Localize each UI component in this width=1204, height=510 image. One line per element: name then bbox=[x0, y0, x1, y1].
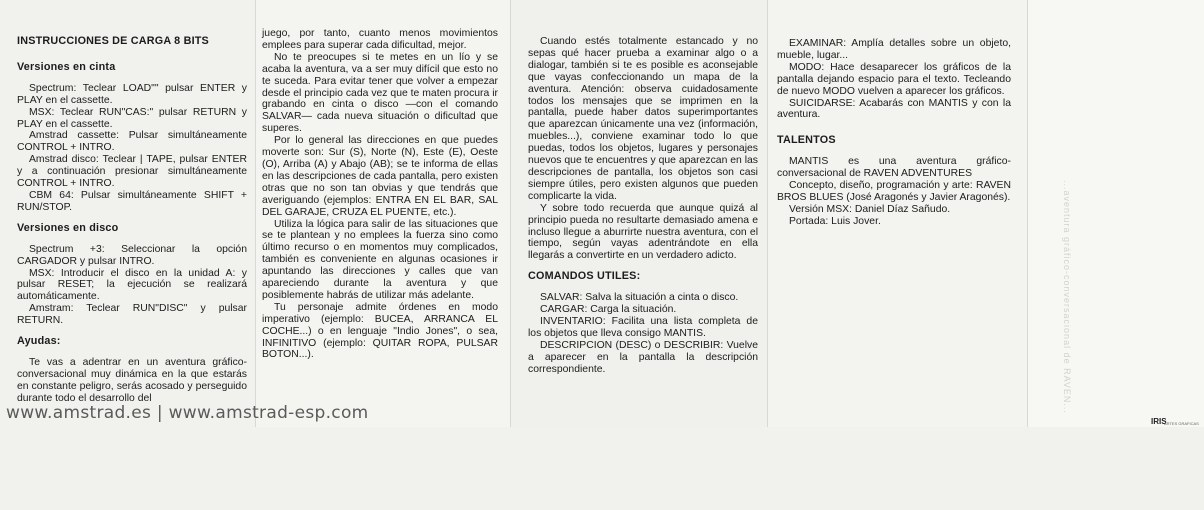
fold-line bbox=[767, 0, 768, 427]
cbm-instruction: CBM 64: Pulsar simultáneamente SHIFT + RUN/STOP. bbox=[17, 189, 247, 213]
column-credits bbox=[777, 38, 1011, 228]
tape-versions-heading: Versiones en cinta bbox=[17, 60, 116, 73]
command-inventario: INVENTARIO: Facilita una lista completa de los objetos que lleva consigo MANTIS. bbox=[528, 315, 758, 339]
amstrad-cassette-instruction: Amstrad cassette: Pulsar simultáneamente CONTROL + INTRO. bbox=[17, 130, 247, 154]
amstram-instruction: Amstram: Teclear RUN"DISC" y pulsar RETURN. bbox=[17, 303, 247, 327]
loading-title: INSTRUCCIONES DE CARGA 8 BITS bbox=[17, 35, 209, 47]
command-examinar: EXAMINAR: Amplía detalles sobre un objeto, mueble, lugar... bbox=[777, 38, 1011, 61]
command-suicidarse: SUICIDARSE: Acabarás con MANTIS y con la aventura. bbox=[777, 97, 1011, 121]
fold-line bbox=[510, 0, 511, 427]
bleed-through-text: ...aventura gráfico-conversacional de RAVEN... bbox=[1062, 180, 1072, 414]
amstrad-disk-instruction: Amstrad disco: Teclear | TAPE, pulsar ENTER y a continuación presionar simultáneamente CONTROL + INTRO. bbox=[17, 154, 247, 190]
msx-instruction: MSX: Teclear RUN"CAS:" pulsar RETURN y PLAY en el cassette. bbox=[17, 106, 247, 130]
column-loading bbox=[17, 36, 247, 405]
website-watermark: www.amstrad.es | www.amstrad-esp.com bbox=[6, 403, 369, 423]
column-gameplay bbox=[262, 28, 498, 361]
command-salvar: SALVAR: Salva la situación a cinta o disco. bbox=[540, 292, 739, 304]
paragraph: Cuando estés totalmente estancado y no sepas qué hacer prueba a examinar algo o a dialogar, también si te es posible es aconsejable que vayas confeccionando un mapa de la aventura. Atención: observa cuidadosamente todos los mensajes que se imprimen en la pantalla, puede haber datos superimportantes que aparezcan únicamente una vez (información, muebles...), conviene examinar todo lo que puedas, todos los objetos, lugares y personajes nuevos que te encuentres y que aparezcan en las descripciones de pantalla, los objetos son casi siempre útiles, pero existen algunos que pueden complicarte la vida. bbox=[528, 36, 758, 202]
disk-versions-heading: Versiones en disco bbox=[17, 221, 119, 234]
iris-logo-icon bbox=[1151, 414, 1165, 427]
logo-subtitle: ARTES GRAFICAS bbox=[1164, 421, 1199, 426]
msx-disk-instruction: MSX: Introducir el disco en la unidad A: y pulsar RESET; la ejecución se realizará automáticamente. bbox=[17, 267, 247, 303]
spectrum3-instruction: Spectrum +3: Seleccionar la opción CARGADOR y pulsar INTRO. bbox=[17, 243, 247, 267]
fold-line bbox=[255, 0, 256, 427]
commands-heading: COMANDOS UTILES: bbox=[528, 270, 641, 283]
credit-concept: Concepto, diseño, programación y arte: RAVEN BROS BLUES (José Aragonés y Javier Aragonés). bbox=[777, 180, 1011, 203]
talents-heading: TALENTOS bbox=[777, 134, 836, 147]
logo-text: IRIS bbox=[1151, 417, 1167, 426]
credit-msx-version: Versión MSX: Daniel Díaz Sañudo. bbox=[789, 203, 951, 215]
paragraph: Por lo general las direcciones en que puedes moverte son: Sur (S), Norte (N), Este (E), Oeste (O), Arriba (A) y Abajo (AB); se te informa de ellas en las descripciones de cada pantalla, pero existen otras que no son tan obvias y que tendrás que averiguando (ejemplos: ENTRA EN EL BAR, SAL DEL GARAJE, CRUZA EL PUENTE, etc.). bbox=[262, 135, 498, 218]
column-tips bbox=[528, 36, 758, 375]
paragraph: Utiliza la lógica para salir de las situaciones que se te plantean y no emplees la fuerza sino como último recurso o en momentos muy complicados, también es conveniente en algunas ocasiones ir apuntando las direcciones y calles que van apareciendo durante la aventura y que posiblemente habrás de utilizar más adelante. bbox=[262, 218, 498, 301]
paragraph: Tu personaje admite órdenes en modo imperativo (ejemplo: BUCEA, ARRANCA EL COCHE...) o en lenguaje "Indio Jones", o sea, INFINITIVO (ejemplo: QUITAR ROPA, PULSAR BOTON...). bbox=[262, 301, 498, 361]
fold-line bbox=[1027, 0, 1028, 427]
help-heading: Ayudas: bbox=[17, 335, 61, 348]
command-cargar: CARGAR: Carga la situación. bbox=[540, 304, 677, 316]
talents-text: MANTIS es una aventura gráfico-conversacional de RAVEN ADVENTURES bbox=[777, 156, 1011, 180]
paragraph: juego, por tanto, cuanto menos movimientos emplees para superar cada dificultad, mejor. bbox=[262, 28, 498, 51]
credit-cover: Portada: Luis Jover. bbox=[789, 215, 881, 227]
paragraph: No te preocupes si te metes en un lío y se acaba la aventura, va a ser muy difícil que esto no te suceda. Para evitar tener que volver a empezar desde el principio cada vez que te maten procura ir grabando en cinta o disco —con el comando SALVAR— cada nueva situación o dificultad que superes. bbox=[262, 51, 498, 135]
paragraph: Y sobre todo recuerda que aunque quizá al principio pueda no resultarte demasiado amena e incluso llegue a aburrirte nuestra aventura, con el tiempo, según vayas adentrándote en ella llegarás a convertirte en un verdadero adicto. bbox=[528, 202, 758, 262]
command-descripcion: DESCRIPCION (DESC) o DESCRIBIR: Vuelve a aparecer en la pantalla la descripción correspondiente. bbox=[528, 339, 758, 375]
spectrum-instruction: Spectrum: Teclear LOAD"" pulsar ENTER y PLAY en el cassette. bbox=[17, 82, 247, 106]
command-modo: MODO: Hace desaparecer los gráficos de la pantalla dejando espacio para el texto. Tecleando de nuevo MODO vuelven a aparecer los gráficos. bbox=[777, 61, 1011, 97]
panel-back bbox=[1027, 0, 1204, 427]
help-text: Te vas a adentrar en un aventura gráfico-conversacional muy dinámica en la que estarás en constante peligro, serás acosado y perseguido durante todo el desarrollo del bbox=[17, 356, 247, 404]
